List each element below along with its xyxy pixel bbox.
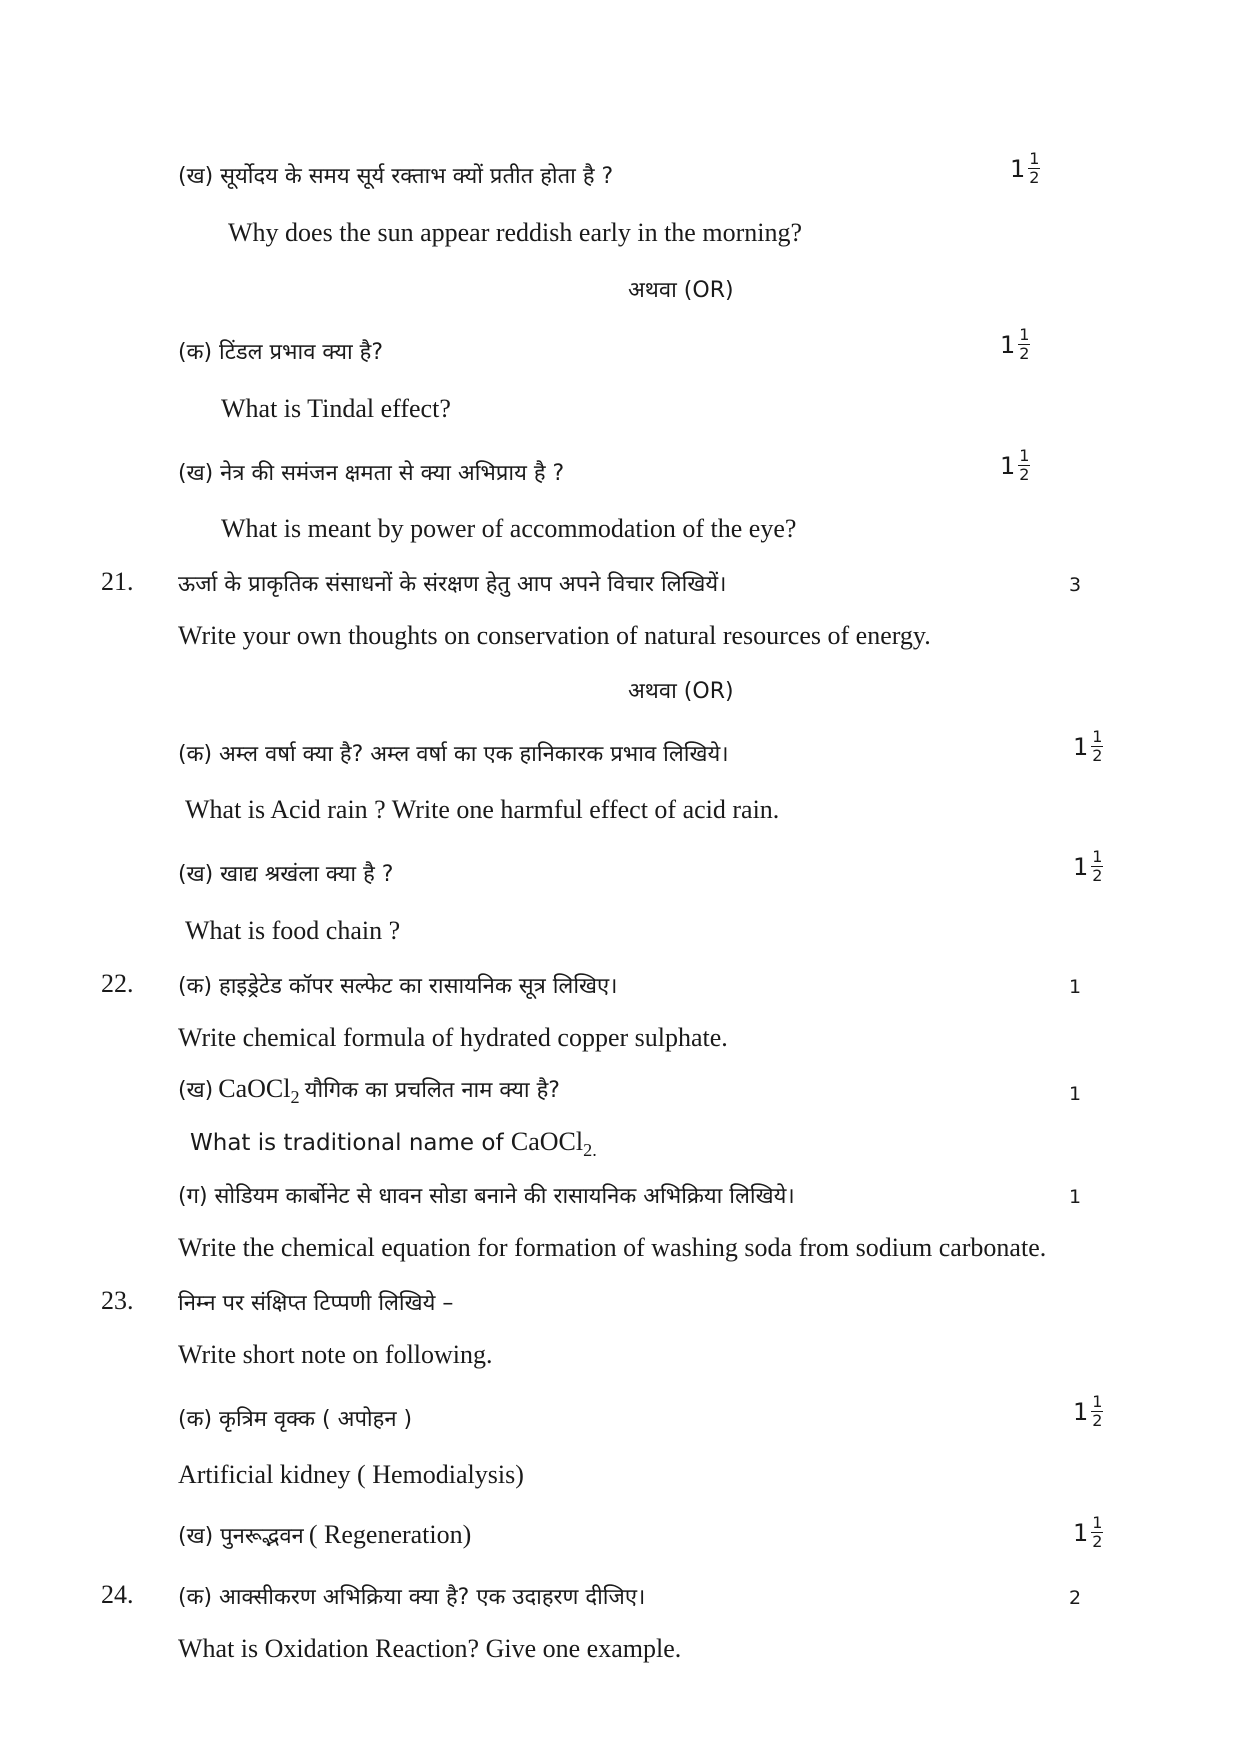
q21-ka-marks: 1 1 2: [1073, 727, 1103, 765]
q23-ka-english: Artificial kidney ( Hemodialysis): [178, 1460, 524, 1489]
q23-ka-marks: 1 1 2: [1073, 1392, 1103, 1430]
q23-kha-line: (ख) पुनरूद्भवन ( Regeneration): [178, 1520, 472, 1549]
q22-ga-english: Write the chemical equation for formation of washing soda from sodium carbonate.: [178, 1233, 1047, 1262]
q20-kha-alt-english: What is meant by power of accommodation of the eye?: [221, 514, 797, 543]
q24-number: 24.: [101, 1580, 134, 1609]
q22-number: 22.: [101, 969, 134, 998]
q22-ga-hindi: (ग) सोडियम कार्बोनेट से धावन सोडा बनाने की रासायनिक अभिक्रिया लिखिये।: [178, 1184, 795, 1209]
q21-english: Write your own thoughts on conservation of natural resources of energy.: [178, 621, 931, 650]
q21-kha-marks: 1 1 2: [1073, 847, 1103, 885]
q23-ka-hindi: (क) कृत्रिम वृक्क ( अपोहन ): [178, 1407, 413, 1432]
q20-ka-alt-marks: 1 1 2: [1000, 325, 1030, 363]
q22-ga-marks: 1: [1069, 1186, 1082, 1208]
q23-number: 23.: [101, 1286, 134, 1315]
q24-ka-english: What is Oxidation Reaction? Give one example.: [178, 1634, 682, 1663]
q22-kha-marks: 1: [1069, 1083, 1082, 1105]
q21-ka-hindi: (क) अम्ल वर्षा क्या है? अम्ल वर्षा का एक हानिकारक प्रभाव लिखिये।: [178, 742, 729, 767]
q21-kha-english: What is food chain ?: [185, 916, 401, 945]
q22-ka-marks: 1: [1069, 976, 1082, 998]
q20-kha-hindi: (ख) सूर्योदय के समय सूर्य रक्ताभ क्यों प्रतीत होता है ?: [178, 164, 614, 189]
q23-kha-marks: 1 1 2: [1073, 1513, 1103, 1551]
q20-kha-marks: 1 1 2: [1010, 149, 1040, 187]
q23-hindi: निम्न पर संक्षिप्त टिप्पणी लिखिये –: [178, 1291, 454, 1316]
q20-ka-alt-hindi: (क) टिंडल प्रभाव क्या है?: [178, 340, 384, 365]
or-separator-q21: अथवा (OR): [628, 679, 734, 704]
q22-ka-english: Write chemical formula of hydrated copper sulphate.: [178, 1023, 728, 1052]
q24-marks: 2: [1069, 1587, 1082, 1609]
q22-kha-line: (ख) CaOCl$_2$ यौगिक का प्रचलित नाम क्या है?: [178, 1074, 560, 1108]
q20-kha-english: Why does the sun appear reddish early in the morning?: [228, 218, 802, 247]
or-separator-q20: अथवा (OR): [628, 278, 734, 303]
q21-ka-english: What is Acid rain ? Write one harmful effect of acid rain.: [185, 795, 780, 824]
q20-ka-alt-english: What is Tindal effect?: [221, 394, 451, 423]
q20-kha-alt-marks: 1 1 2: [1000, 446, 1030, 484]
q21-kha-hindi: (ख) खाद्य श्रखंला क्या है ?: [178, 862, 394, 887]
q21-marks: 3: [1069, 574, 1082, 596]
q21-number: 21.: [101, 567, 134, 596]
q22-kha-english: What is traditional name of CaOCl$_{2.}$: [190, 1127, 597, 1161]
q21-hindi: ऊर्जा के प्राकृतिक संसाधनों के संरक्षण हेतु आप अपने विचार लिखियें।: [178, 572, 727, 597]
q20-kha-alt-hindi: (ख) नेत्र की समंजन क्षमता से क्या अभिप्राय है ?: [178, 461, 565, 486]
q22-ka-hindi: (क) हाइड्रेटेड कॉपर सल्फेट का रासायनिक सूत्र लिखिए।: [178, 974, 618, 999]
q24-ka-hindi: (क) आक्सीकरण अभिक्रिया क्या है? एक उदाहरण दीजिए।: [178, 1585, 646, 1610]
q23-english: Write short note on following.: [178, 1340, 493, 1369]
